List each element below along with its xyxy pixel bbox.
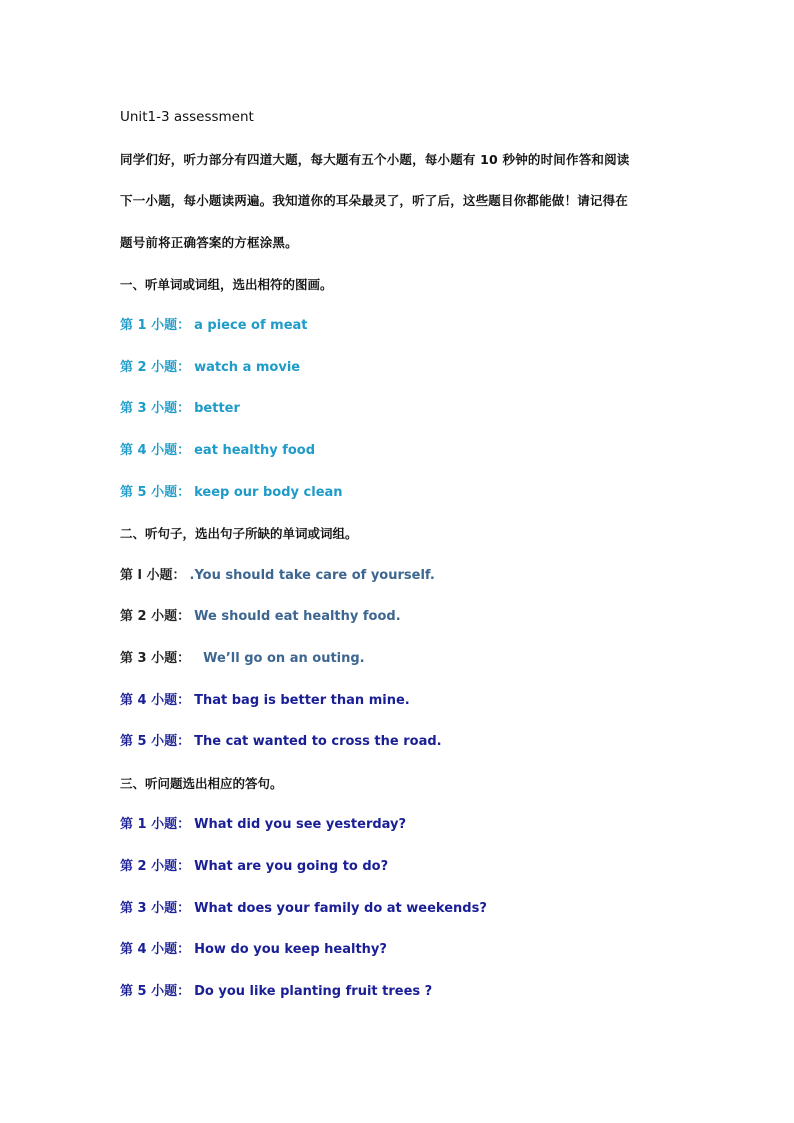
item-text: .You should take care of yourself.	[189, 568, 435, 583]
item-label: 第 l 小题：	[120, 568, 186, 583]
section-2-item	[120, 733, 710, 751]
intro-line-3: 题号前将正确答案的方框涂黑。	[120, 235, 298, 250]
item-label: 第 3 小题：	[120, 401, 191, 416]
item-text: What does your family do at weekends?	[194, 901, 487, 916]
item-label: 第 4 小题：	[120, 693, 191, 708]
item-text: watch a movie	[194, 360, 301, 375]
section-1-item	[120, 484, 710, 502]
section-2-item	[120, 692, 710, 710]
item-text: We’ll go on an outing.	[194, 651, 365, 666]
item-text: keep our body clean	[194, 485, 343, 500]
item-text: eat healthy food	[194, 443, 316, 458]
doc-title: Unit1-3 assessment	[120, 109, 254, 125]
item-label: 第 5 小题：	[120, 734, 191, 749]
item-text: What did you see yesterday?	[194, 817, 407, 832]
section-3-item	[120, 900, 710, 918]
item-label: 第 5 小题：	[120, 984, 191, 999]
item-label: 第 4 小题：	[120, 942, 191, 957]
item-label: 第 1 小题：	[120, 318, 191, 333]
intro-line-2: 下一小题，每小题读两遍。我知道你的耳朵最灵了，听了后，这些题目你都能做！请记得在	[120, 193, 629, 208]
section-2-item	[120, 567, 710, 585]
section-1-heading: 一、听单词或词组，选出相符的图画。	[120, 277, 333, 292]
item-text: a piece of meat	[194, 318, 308, 333]
section-2-item	[120, 650, 710, 668]
section-1-item	[120, 400, 710, 418]
section-3-item	[120, 816, 710, 834]
section-1-item	[120, 317, 710, 335]
section-2-heading: 二、听句子，选出句子所缺的单词或词组。	[120, 526, 358, 541]
section-3-item	[120, 983, 710, 1001]
item-label: 第 3 小题：	[120, 901, 191, 916]
section-3-heading: 三、听问题选出相应的答句。	[120, 776, 283, 791]
section-3-item	[120, 941, 710, 959]
item-label: 第 4 小题：	[120, 443, 191, 458]
item-text: Do you like planting fruit trees ?	[194, 984, 433, 999]
item-label: 第 2 小题：	[120, 609, 191, 624]
item-label: 第 5 小题：	[120, 485, 191, 500]
item-text: We should eat healthy food.	[194, 609, 401, 624]
item-text: The cat wanted to cross the road.	[194, 734, 442, 749]
section-1-item	[120, 442, 710, 460]
item-text: What are you going to do?	[194, 859, 389, 874]
item-text: How do you keep healthy?	[194, 942, 387, 957]
item-label: 第 2 小题：	[120, 360, 191, 375]
item-label: 第 3 小题：	[120, 651, 191, 666]
item-label: 第 2 小题：	[120, 859, 191, 874]
section-2-item	[120, 608, 710, 626]
section-1-item	[120, 359, 710, 377]
item-text: That bag is better than mine.	[194, 693, 410, 708]
intro-line-1: 同学们好，听力部分有四道大题，每大题有五个小题，每小题有 10 秒钟的时间作答和阅读	[120, 152, 630, 167]
item-label: 第 1 小题：	[120, 817, 191, 832]
section-3-item	[120, 858, 710, 876]
item-text: better	[194, 401, 240, 416]
